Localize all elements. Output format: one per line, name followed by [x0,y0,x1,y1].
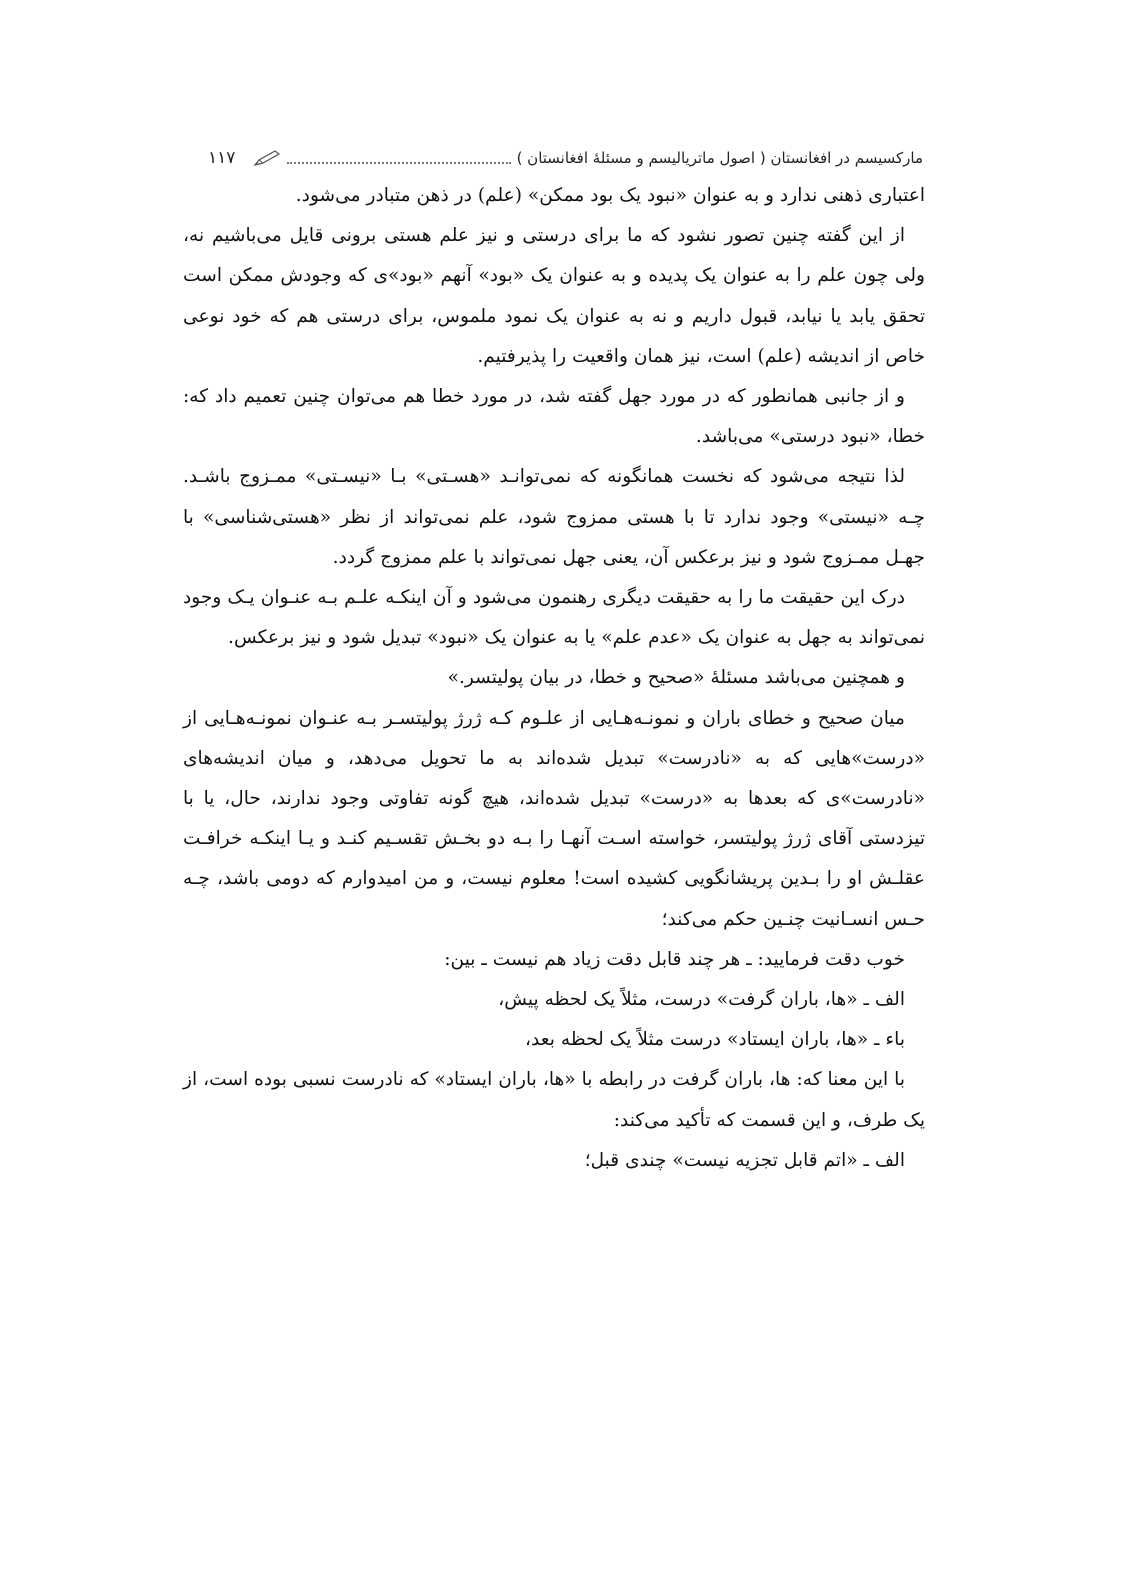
list-item: الف ـ «اتم قابل تجزیه نیست» چندی قبل؛ [584,1149,905,1171]
list-item: باء ـ «ها، باران ایستاد» درست مثلاً یک لحظه بعد، [525,1029,905,1051]
paragraph: و همچنین می‌باشد مسئلۀ «صحیح و خطا، در بیان پولیتسر.» [447,667,905,689]
pen-icon [253,149,281,167]
paragraph: درک این حقیقت ما را به حقیقت دیگری رهنمون می‌شود و آن اینکـه علـم بـه عنـوان یـک وجود نمی‌تواند به جهل به عنوان یک «عدم علم» یا به عنوان یک «نبود» تبدیل شود و نیز برعکس. [183,587,925,649]
running-title: مارکسیسم در افغانستان ( اصول ماتریالیسم و مسئلۀ افغانستان ) [516,149,923,167]
paragraph: با این معنا که: ها، باران گرفت در رابطه با «ها، باران ایستاد» که نادرست نسبی بوده است، از یک طرف، و این قسمت که تأکید می‌کند: [183,1069,925,1131]
paragraph: از این گفته چنین تصور نشود که ما برای درستی و نیز علم هستی برونی قایل می‌باشیم نه، ولی چون علم را به عنوان یک پدیده و به عنوان یک «بود» آنهم «بود»ی که وجودش ممکن است تحقق یابد یا نیابد، قبول داریم و نه به عنوان یک نمود ملموس، برای درستی هم که خود نوعی خاص از اندیشه (علم) است، نیز همان واقعیت را پذیرفتیم. [183,225,925,367]
paragraph: میان صحیح و خطای باران و نمونـه‌هـایی از علـوم کـه ژرژ پولیتسـر بـه عنـوان نمونـه‌هـایی از «درست»هایی که به «نادرست» تبدیل شده‌اند به ما تحویل می‌دهد، و میان اندیشه‌های «نادرست»ی که بعدها به «درست» تبدیل شده‌اند، هیچ گونه تفاوتی وجود ندارند، حال، یا با تیزدستی آقای ژرژ پولیتسر، خواسته اسـت آنهـا را بـه دو بخـش تقسـیم کنـد و یـا اینکـه خرافـت عقلـش او را بـدین پریشانگویی کشیده است! معلوم نیست، و من امیدوارم که دومی باشد، چـه حـس انسـانیت چنـین حکم می‌کند؛ [183,707,925,930]
body-text [183,176,925,1181]
paragraph: خوب دقت فرمایید: ـ هر چند قابل دقت زیاد هم نیست ـ بین: [444,948,905,970]
paragraph: اعتباری ذهنی ندارد و به عنوان «نبود یک بود ممکن» (علم) در ذهن متبادر می‌شود. [295,185,925,206]
paragraph: و از جانبی همانطور که در مورد جهل گفته شد، در مورد خطا هم می‌توان چنین تعمیم داد که: خطا، «نبود درستی» می‌باشد. [183,386,925,448]
paragraph: لذا نتیجه می‌شود که نخست همانگونه که نمی‌توانـد «هسـتی» بـا «نیسـتی» ممـزوج باشـد. چـه «نیستی» وجود ندارد تا با هستی ممزوج شود، علم نمی‌تواند از نظر «هستی‌شناسی» با جهـل ممـزوج شود و نیز برعکس آن، یعنی جهل نمی‌تواند با علم ممزوج گردد. [183,466,925,568]
list-item: الف ـ «ها، باران گرفت» درست، مثلاً یک لحظه پیش، [498,989,905,1011]
running-header [208,138,923,178]
page-number: ۱۱۷ [208,148,236,168]
dot-leader [287,162,510,164]
